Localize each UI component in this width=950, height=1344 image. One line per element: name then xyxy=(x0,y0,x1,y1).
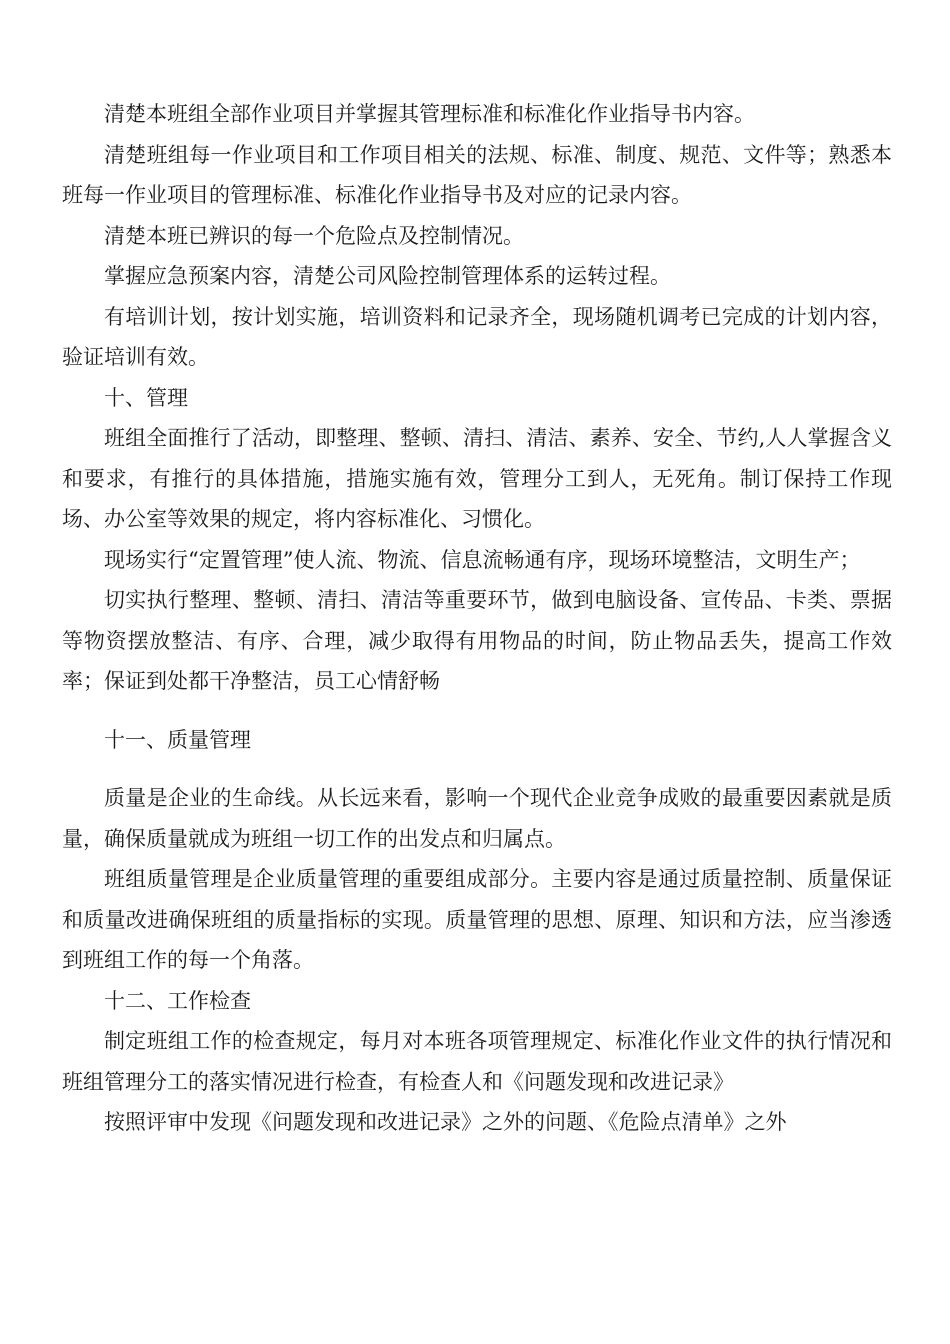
body-paragraph: 现场实行“定置管理”使人流、物流、信息流畅通有序，现场环境整洁，文明生产； xyxy=(104,547,861,572)
section-heading-quality: 十一、质量管理 xyxy=(104,727,251,752)
section-heading-management: 十、管理 xyxy=(104,385,188,410)
body-paragraph: 清楚本班组全部作业项目并掌握其管理标准和标准化作业指导书内容。 xyxy=(104,102,755,126)
body-paragraph: 按照评审中发现《问题发现和改进记录》之外的问题、《危险点清单》之外 xyxy=(104,1110,787,1134)
document-body xyxy=(62,94,892,1143)
body-paragraph: 班组全面推行了活动，即整理、整顿、清扫、清洁、素养、安全、节约,人人掌握含义和要求，有推行的具体措施，措施实施有效，管理分工到人，无死角。制订保持工作现场、办公室等效果的规定，将内容标准化、习惯化。 xyxy=(62,426,892,531)
section-heading-inspection: 十二、工作检查 xyxy=(104,988,251,1013)
body-paragraph: 班组质量管理是企业质量管理的重要组成部分。主要内容是通过质量控制、质量保证和质量改进确保班组的质量指标的实现。质量管理的思想、原理、知识和方法，应当渗透到班组工作的每一个角落。 xyxy=(62,867,892,972)
body-paragraph: 有培训计划，按计划实施，培训资料和记录齐全，现场随机调考已完成的计划内容，验证培训有效。 xyxy=(62,304,892,369)
body-paragraph: 掌握应急预案内容，清楚公司风险控制管理体系的运转过程。 xyxy=(104,264,671,288)
body-paragraph: 质量是企业的生命线。从长远来看，影响一个现代企业竞争成败的最重要因素就是质量，确保质量就成为班组一切工作的出发点和归属点。 xyxy=(62,786,892,851)
body-paragraph: 切实执行整理、整顿、清扫、清洁等重要环节，做到电脑设备、宣传品、卡类、票据等物资摆放整洁、有序、合理，减少取得有用物品的时间，防止物品丢失，提高工作效率；保证到处都干净整洁，员工心情舒畅 xyxy=(62,588,892,693)
body-paragraph: 清楚班组每一作业项目和工作项目相关的法规、标准、制度、规范、文件等；熟悉本班每一作业项目的管理标准、标准化作业指导书及对应的记录内容。 xyxy=(62,142,892,207)
body-paragraph: 制定班组工作的检查规定，每月对本班各项管理规定、标准化作业文件的执行情况和班组管理分工的落实情况进行检查，有检查人和《问题发现和改进记录》 xyxy=(62,1029,892,1094)
body-paragraph: 清楚本班已辨识的每一个危险点及控制情况。 xyxy=(104,223,524,248)
